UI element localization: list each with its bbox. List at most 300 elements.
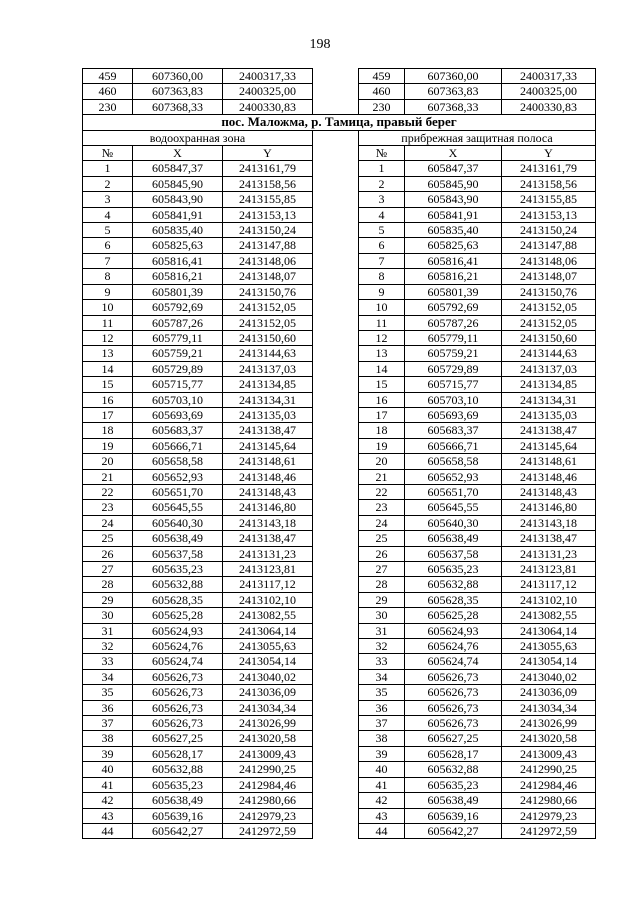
right-point-number: 34 xyxy=(359,669,405,684)
table-row xyxy=(83,793,596,808)
left-coord-x: 605624,93 xyxy=(133,623,223,638)
coordinates-table xyxy=(82,68,596,839)
right-point-number: 37 xyxy=(359,716,405,731)
column-gap xyxy=(313,69,359,84)
right-coord-x: 605825,63 xyxy=(405,238,502,253)
left-coord-x: 605639,16 xyxy=(133,808,223,823)
left-point-number: 17 xyxy=(83,407,133,422)
right-coord-y: 2413148,06 xyxy=(502,253,596,268)
right-coord-y: 2413148,61 xyxy=(502,454,596,469)
left-coord-x: 605626,73 xyxy=(133,700,223,715)
right-coord-x: 605835,40 xyxy=(405,223,502,238)
right-point-number: 14 xyxy=(359,361,405,376)
left-point-number: 5 xyxy=(83,223,133,238)
right-coord-x: 605638,49 xyxy=(405,793,502,808)
left-point-number: 27 xyxy=(83,562,133,577)
section-title-row xyxy=(83,115,596,130)
column-gap xyxy=(313,130,359,145)
left-coord-x: 605632,88 xyxy=(133,762,223,777)
table-row xyxy=(83,731,596,746)
right-point-number: 9 xyxy=(359,284,405,299)
right-coord-y: 2413082,55 xyxy=(502,608,596,623)
table-row xyxy=(83,346,596,361)
left-y-header: Y xyxy=(223,146,313,161)
column-gap xyxy=(313,146,359,161)
table-row xyxy=(83,531,596,546)
right-coord-y: 2412972,59 xyxy=(502,823,596,838)
right-coord-x: 605624,76 xyxy=(405,639,502,654)
table-row xyxy=(83,577,596,592)
left-point-number: 43 xyxy=(83,808,133,823)
table-row xyxy=(83,238,596,253)
right-coord-x: 605845,90 xyxy=(405,176,502,191)
table-row xyxy=(83,407,596,422)
left-point-number: 1 xyxy=(83,161,133,176)
table-row xyxy=(83,438,596,453)
left-coord-y: 2400325,00 xyxy=(223,84,313,99)
right-coord-x: 605626,73 xyxy=(405,669,502,684)
table-row xyxy=(83,746,596,761)
right-coord-x: 605729,89 xyxy=(405,361,502,376)
left-coord-x: 605847,37 xyxy=(133,161,223,176)
right-point-number: 21 xyxy=(359,469,405,484)
right-point-number: 16 xyxy=(359,392,405,407)
right-coord-y: 2413150,60 xyxy=(502,330,596,345)
column-gap xyxy=(313,469,359,484)
left-point-number: 40 xyxy=(83,762,133,777)
left-coord-x: 607363,83 xyxy=(133,84,223,99)
left-coord-x: 605843,90 xyxy=(133,192,223,207)
column-gap xyxy=(313,531,359,546)
left-coord-x: 605626,73 xyxy=(133,685,223,700)
left-coord-x: 605658,58 xyxy=(133,454,223,469)
right-point-number: 18 xyxy=(359,423,405,438)
right-coord-y: 2413152,05 xyxy=(502,315,596,330)
right-coord-x: 605628,17 xyxy=(405,746,502,761)
column-gap xyxy=(313,808,359,823)
table-row xyxy=(83,377,596,392)
left-point-number: 25 xyxy=(83,531,133,546)
right-point-number: 22 xyxy=(359,484,405,499)
left-coord-y: 2412990,25 xyxy=(223,762,313,777)
left-point-number: 3 xyxy=(83,192,133,207)
right-coord-x: 605638,49 xyxy=(405,531,502,546)
column-gap xyxy=(313,253,359,268)
right-coord-y: 2413064,14 xyxy=(502,623,596,638)
left-point-number: 20 xyxy=(83,454,133,469)
left-coord-x: 605651,70 xyxy=(133,484,223,499)
left-coord-y: 2413134,31 xyxy=(223,392,313,407)
right-point-number: 24 xyxy=(359,515,405,530)
right-point-number: 13 xyxy=(359,346,405,361)
right-coord-y: 2413137,03 xyxy=(502,361,596,376)
right-point-number: 36 xyxy=(359,700,405,715)
right-coord-x: 605693,69 xyxy=(405,407,502,422)
right-coord-x: 605715,77 xyxy=(405,377,502,392)
left-coord-x: 605628,17 xyxy=(133,746,223,761)
left-coord-y: 2413055,63 xyxy=(223,639,313,654)
left-coord-x: 605637,58 xyxy=(133,546,223,561)
table-row xyxy=(83,546,596,561)
column-gap xyxy=(313,361,359,376)
section-title: пос. Маложма, р. Тамица, правый берег xyxy=(83,115,596,130)
left-coord-x: 605666,71 xyxy=(133,438,223,453)
right-coord-y: 2412990,25 xyxy=(502,762,596,777)
table-row xyxy=(83,808,596,823)
right-coord-x: 605645,55 xyxy=(405,500,502,515)
left-coord-y: 2413148,61 xyxy=(223,454,313,469)
left-coord-y: 2413148,43 xyxy=(223,484,313,499)
left-point-number: 21 xyxy=(83,469,133,484)
left-point-number: 4 xyxy=(83,207,133,222)
left-coord-y: 2413150,60 xyxy=(223,330,313,345)
left-point-number: 24 xyxy=(83,515,133,530)
left-coord-y: 2413020,58 xyxy=(223,731,313,746)
right-coord-x: 605626,73 xyxy=(405,716,502,731)
table-row xyxy=(83,762,596,777)
left-coord-x: 605645,55 xyxy=(133,500,223,515)
table-row xyxy=(83,592,596,607)
right-coord-x: 605759,21 xyxy=(405,346,502,361)
table-row xyxy=(83,823,596,838)
right-coord-x: 605632,88 xyxy=(405,577,502,592)
right-coord-x: 605635,23 xyxy=(405,777,502,792)
column-gap xyxy=(313,669,359,684)
left-coord-y: 2413155,85 xyxy=(223,192,313,207)
right-point-number: 11 xyxy=(359,315,405,330)
right-coord-y: 2413145,64 xyxy=(502,438,596,453)
left-coord-x: 605703,10 xyxy=(133,392,223,407)
left-coord-y: 2413054,14 xyxy=(223,654,313,669)
left-coord-x: 605845,90 xyxy=(133,176,223,191)
right-coord-y: 2413138,47 xyxy=(502,423,596,438)
table-row xyxy=(83,669,596,684)
left-coord-x: 605632,88 xyxy=(133,577,223,592)
column-gap xyxy=(313,546,359,561)
column-gap xyxy=(313,777,359,792)
right-coord-y: 2413147,88 xyxy=(502,238,596,253)
table-row xyxy=(83,777,596,792)
right-point-number: 23 xyxy=(359,500,405,515)
left-coord-x: 605787,26 xyxy=(133,315,223,330)
table-row xyxy=(83,623,596,638)
table-row xyxy=(83,253,596,268)
left-point-number: 6 xyxy=(83,238,133,253)
left-coord-y: 2400317,33 xyxy=(223,69,313,84)
left-coord-y: 2412972,59 xyxy=(223,823,313,838)
left-coord-y: 2413158,56 xyxy=(223,176,313,191)
right-coord-y: 2413148,07 xyxy=(502,269,596,284)
continuation-row xyxy=(83,99,596,114)
left-coord-y: 2413135,03 xyxy=(223,407,313,422)
column-gap xyxy=(313,685,359,700)
column-gap xyxy=(313,592,359,607)
right-coord-x: 605658,58 xyxy=(405,454,502,469)
left-coord-x: 605638,49 xyxy=(133,793,223,808)
left-coord-x: 605759,21 xyxy=(133,346,223,361)
right-coord-y: 2413040,02 xyxy=(502,669,596,684)
left-coord-y: 2412984,46 xyxy=(223,777,313,792)
right-coord-x: 605640,30 xyxy=(405,515,502,530)
right-point-number: 40 xyxy=(359,762,405,777)
right-coord-x: 605652,93 xyxy=(405,469,502,484)
right-y-header: Y xyxy=(502,146,596,161)
left-coord-x: 605801,39 xyxy=(133,284,223,299)
table-row xyxy=(83,223,596,238)
left-coord-y: 2413143,18 xyxy=(223,515,313,530)
right-coord-y: 2413020,58 xyxy=(502,731,596,746)
right-coord-x: 605626,73 xyxy=(405,700,502,715)
table-row xyxy=(83,392,596,407)
left-coord-x: 605635,23 xyxy=(133,777,223,792)
right-coord-y: 2413150,76 xyxy=(502,284,596,299)
table-row xyxy=(83,608,596,623)
left-point-number: 11 xyxy=(83,315,133,330)
left-coord-y: 2413150,76 xyxy=(223,284,313,299)
right-coord-x: 605625,28 xyxy=(405,608,502,623)
column-gap xyxy=(313,300,359,315)
right-coord-x: 605642,27 xyxy=(405,823,502,838)
column-gap xyxy=(313,608,359,623)
left-coord-y: 2413131,23 xyxy=(223,546,313,561)
left-point-number: 39 xyxy=(83,746,133,761)
right-coord-x: 605816,41 xyxy=(405,253,502,268)
right-num-header: № xyxy=(359,146,405,161)
left-coord-x: 605835,40 xyxy=(133,223,223,238)
right-coord-y: 2412980,66 xyxy=(502,793,596,808)
right-point-number: 5 xyxy=(359,223,405,238)
column-gap xyxy=(313,269,359,284)
right-point-number: 44 xyxy=(359,823,405,838)
right-coord-y: 2413150,24 xyxy=(502,223,596,238)
table-row xyxy=(83,330,596,345)
column-gap xyxy=(313,315,359,330)
coastal-protection-strip-label: прибрежная защитная полоса xyxy=(359,130,596,145)
table-row xyxy=(83,700,596,715)
right-coord-x: 605843,90 xyxy=(405,192,502,207)
left-coord-x: 605626,73 xyxy=(133,716,223,731)
column-gap xyxy=(313,823,359,838)
right-point-number: 17 xyxy=(359,407,405,422)
right-point-number: 29 xyxy=(359,592,405,607)
right-coord-y: 2413131,23 xyxy=(502,546,596,561)
right-coord-y: 2413034,34 xyxy=(502,700,596,715)
column-gap xyxy=(313,99,359,114)
right-coord-x: 605637,58 xyxy=(405,546,502,561)
left-coord-y: 2413147,88 xyxy=(223,238,313,253)
right-coord-y: 2413153,13 xyxy=(502,207,596,222)
right-coord-y: 2413026,99 xyxy=(502,716,596,731)
column-gap xyxy=(313,716,359,731)
left-coord-y: 2413138,47 xyxy=(223,531,313,546)
table-row xyxy=(83,269,596,284)
left-coord-y: 2413082,55 xyxy=(223,608,313,623)
column-gap xyxy=(313,223,359,238)
column-gap xyxy=(313,731,359,746)
column-gap xyxy=(313,238,359,253)
right-x-header: X xyxy=(405,146,502,161)
right-point-number: 7 xyxy=(359,253,405,268)
table-row xyxy=(83,207,596,222)
right-point-number: 10 xyxy=(359,300,405,315)
column-gap xyxy=(313,161,359,176)
table-row xyxy=(83,315,596,330)
left-point-number: 14 xyxy=(83,361,133,376)
right-coord-x: 605703,10 xyxy=(405,392,502,407)
right-point-number: 30 xyxy=(359,608,405,623)
right-coord-y: 2400330,83 xyxy=(502,99,596,114)
right-coord-x: 605666,71 xyxy=(405,438,502,453)
right-coord-y: 2413148,46 xyxy=(502,469,596,484)
table-row xyxy=(83,685,596,700)
left-point-number: 9 xyxy=(83,284,133,299)
left-coord-x: 605635,23 xyxy=(133,562,223,577)
left-coord-y: 2413123,81 xyxy=(223,562,313,577)
left-coord-y: 2413036,09 xyxy=(223,685,313,700)
left-coord-x: 607368,33 xyxy=(133,99,223,114)
left-coord-x: 605625,28 xyxy=(133,608,223,623)
right-coord-x: 605639,16 xyxy=(405,808,502,823)
right-coord-x: 605787,26 xyxy=(405,315,502,330)
right-coord-x: 605624,93 xyxy=(405,623,502,638)
right-coord-y: 2400325,00 xyxy=(502,84,596,99)
column-gap xyxy=(313,639,359,654)
left-point-number: 29 xyxy=(83,592,133,607)
right-coord-y: 2413144,63 xyxy=(502,346,596,361)
left-coord-y: 2413137,03 xyxy=(223,361,313,376)
right-coord-x: 605779,11 xyxy=(405,330,502,345)
column-gap xyxy=(313,330,359,345)
table-row xyxy=(83,654,596,669)
column-header-row xyxy=(83,146,596,161)
right-coord-x: 605632,88 xyxy=(405,762,502,777)
left-coord-y: 2413153,13 xyxy=(223,207,313,222)
left-coord-y: 2413150,24 xyxy=(223,223,313,238)
left-point-number: 33 xyxy=(83,654,133,669)
right-point-number: 230 xyxy=(359,99,405,114)
column-gap xyxy=(313,515,359,530)
right-coord-x: 605841,91 xyxy=(405,207,502,222)
right-point-number: 43 xyxy=(359,808,405,823)
column-gap xyxy=(313,454,359,469)
left-point-number: 2 xyxy=(83,176,133,191)
table-row xyxy=(83,284,596,299)
left-coord-y: 2400330,83 xyxy=(223,99,313,114)
table-row xyxy=(83,639,596,654)
left-point-number: 8 xyxy=(83,269,133,284)
right-coord-y: 2413158,56 xyxy=(502,176,596,191)
right-coord-y: 2413143,18 xyxy=(502,515,596,530)
right-coord-y: 2413135,03 xyxy=(502,407,596,422)
right-coord-x: 605683,37 xyxy=(405,423,502,438)
right-coord-y: 2413161,79 xyxy=(502,161,596,176)
column-gap xyxy=(313,577,359,592)
left-point-number: 18 xyxy=(83,423,133,438)
left-point-number: 230 xyxy=(83,99,133,114)
left-point-number: 35 xyxy=(83,685,133,700)
table-row xyxy=(83,484,596,499)
right-point-number: 27 xyxy=(359,562,405,577)
left-point-number: 44 xyxy=(83,823,133,838)
left-coord-y: 2413152,05 xyxy=(223,315,313,330)
right-coord-y: 2413155,85 xyxy=(502,192,596,207)
column-gap xyxy=(313,700,359,715)
right-point-number: 3 xyxy=(359,192,405,207)
right-point-number: 33 xyxy=(359,654,405,669)
right-coord-x: 607368,33 xyxy=(405,99,502,114)
right-coord-x: 605624,74 xyxy=(405,654,502,669)
right-point-number: 1 xyxy=(359,161,405,176)
left-coord-y: 2413026,99 xyxy=(223,716,313,731)
right-point-number: 26 xyxy=(359,546,405,561)
right-coord-x: 605627,25 xyxy=(405,731,502,746)
left-coord-y: 2413138,47 xyxy=(223,423,313,438)
right-point-number: 460 xyxy=(359,84,405,99)
left-coord-y: 2413134,85 xyxy=(223,377,313,392)
left-point-number: 30 xyxy=(83,608,133,623)
left-coord-x: 605638,49 xyxy=(133,531,223,546)
column-gap xyxy=(313,377,359,392)
left-coord-x: 605841,91 xyxy=(133,207,223,222)
left-coord-y: 2413064,14 xyxy=(223,623,313,638)
right-point-number: 38 xyxy=(359,731,405,746)
right-coord-y: 2413055,63 xyxy=(502,639,596,654)
left-coord-x: 605825,63 xyxy=(133,238,223,253)
left-coord-x: 605693,69 xyxy=(133,407,223,422)
left-point-number: 42 xyxy=(83,793,133,808)
right-coord-y: 2413134,31 xyxy=(502,392,596,407)
left-point-number: 23 xyxy=(83,500,133,515)
left-coord-y: 2412979,23 xyxy=(223,808,313,823)
table-row xyxy=(83,161,596,176)
left-coord-x: 605816,41 xyxy=(133,253,223,268)
right-point-number: 8 xyxy=(359,269,405,284)
left-coord-y: 2413034,34 xyxy=(223,700,313,715)
left-coord-x: 605624,76 xyxy=(133,639,223,654)
table-row xyxy=(83,716,596,731)
right-coord-y: 2400317,33 xyxy=(502,69,596,84)
left-point-number: 459 xyxy=(83,69,133,84)
continuation-row xyxy=(83,69,596,84)
left-coord-y: 2413145,64 xyxy=(223,438,313,453)
right-coord-y: 2413102,10 xyxy=(502,592,596,607)
left-coord-x: 605792,69 xyxy=(133,300,223,315)
right-point-number: 19 xyxy=(359,438,405,453)
column-gap xyxy=(313,623,359,638)
left-point-number: 19 xyxy=(83,438,133,453)
table-row xyxy=(83,176,596,191)
left-num-header: № xyxy=(83,146,133,161)
right-point-number: 35 xyxy=(359,685,405,700)
left-coord-x: 605652,93 xyxy=(133,469,223,484)
column-gap xyxy=(313,793,359,808)
right-coord-x: 605635,23 xyxy=(405,562,502,577)
right-coord-y: 2412984,46 xyxy=(502,777,596,792)
left-coord-y: 2413161,79 xyxy=(223,161,313,176)
table-row xyxy=(83,361,596,376)
table-row xyxy=(83,192,596,207)
right-coord-x: 607363,83 xyxy=(405,84,502,99)
continuation-row xyxy=(83,84,596,99)
table-row xyxy=(83,423,596,438)
right-coord-x: 605816,21 xyxy=(405,269,502,284)
left-point-number: 41 xyxy=(83,777,133,792)
left-coord-x: 605640,30 xyxy=(133,515,223,530)
column-gap xyxy=(313,346,359,361)
left-point-number: 34 xyxy=(83,669,133,684)
zone-header-row xyxy=(83,130,596,145)
column-gap xyxy=(313,500,359,515)
